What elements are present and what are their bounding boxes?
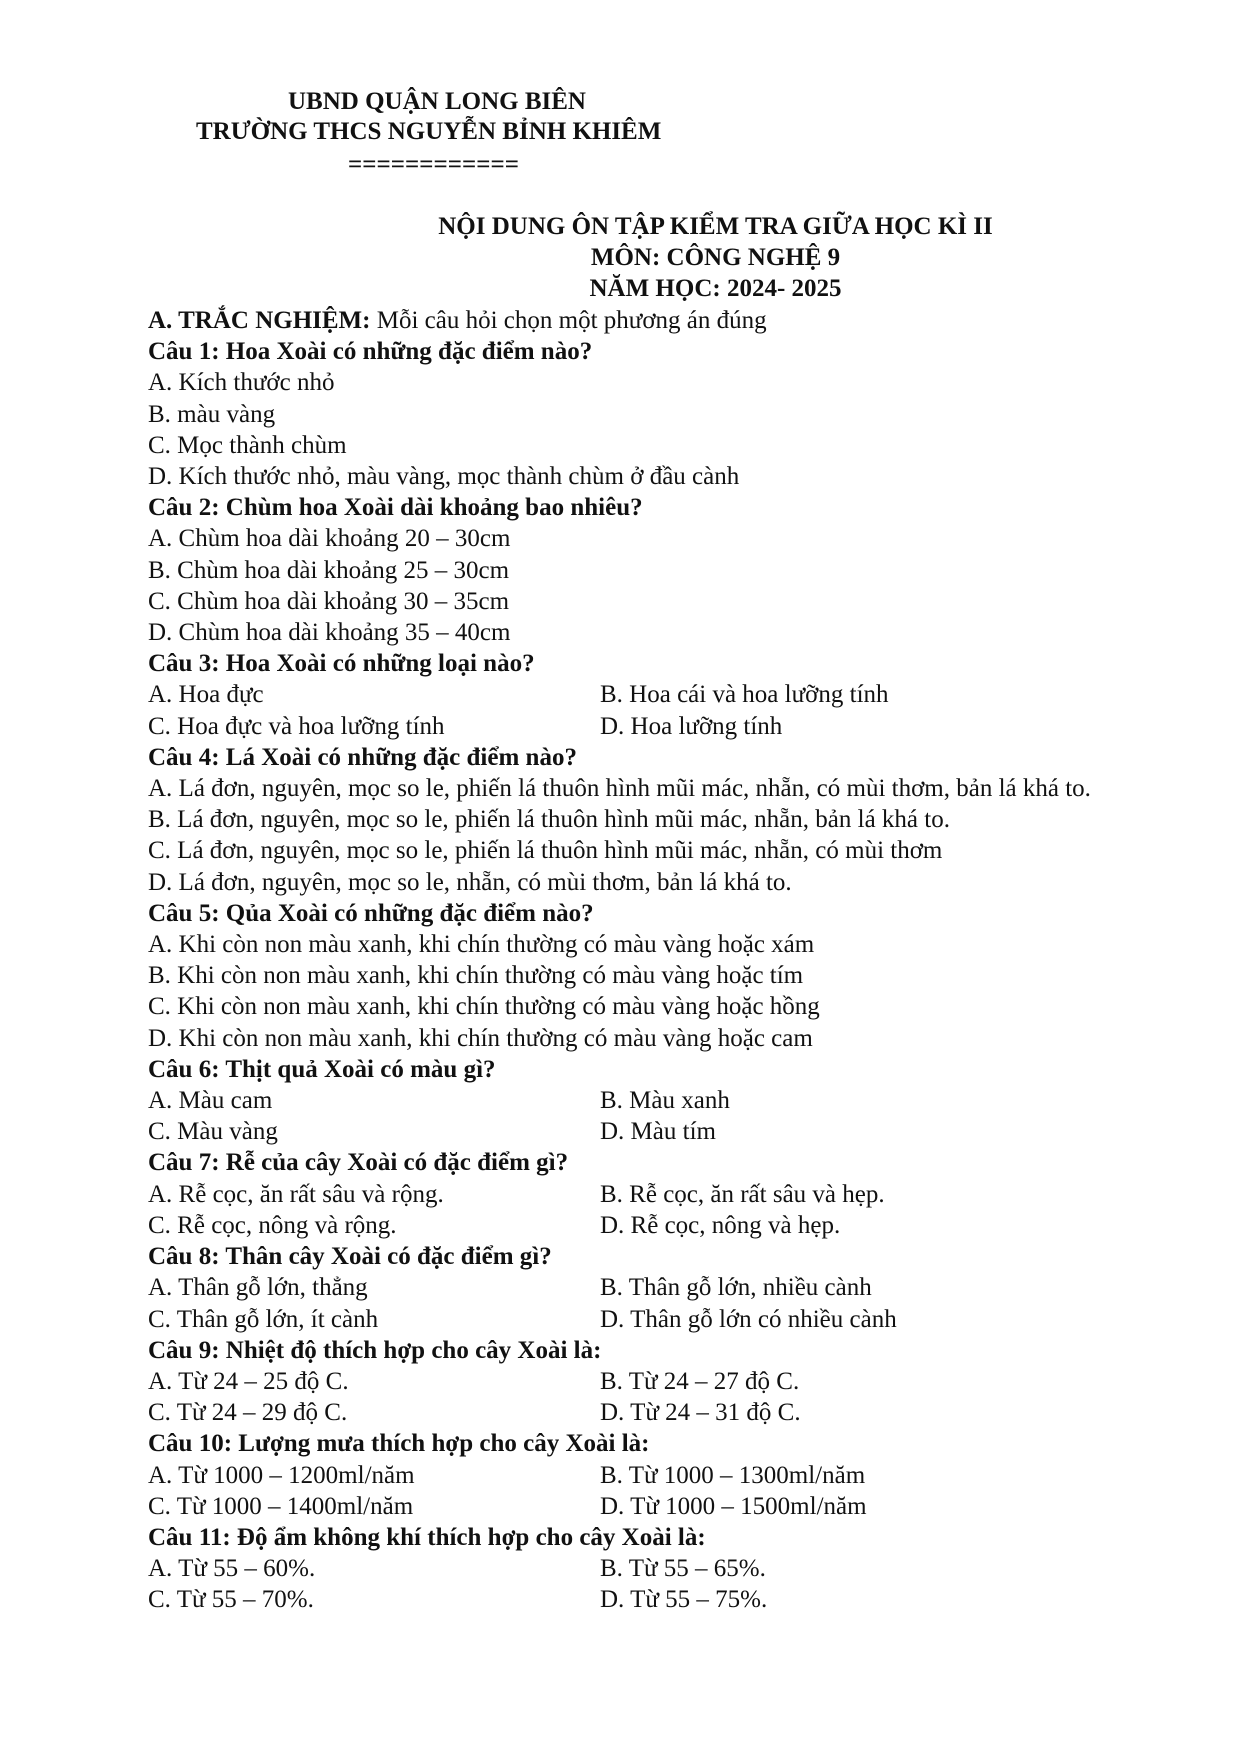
- option-5a: A. Khi còn non màu xanh, khi chín thường có màu vàng hoặc xám: [148, 931, 815, 959]
- options-row: [148, 679, 1138, 710]
- option-3d: D. Hoa lưỡng tính: [600, 712, 783, 740]
- school-year-title: NĂM HỌC: 2024- 2025: [589, 275, 842, 302]
- options-row: [148, 1491, 1138, 1522]
- question-7: Câu 7: Rễ của cây Xoài có đặc điểm gì?: [148, 1149, 569, 1177]
- option-9c: C. Từ 24 – 29 độ C.: [148, 1399, 348, 1427]
- option-6a: A. Màu cam: [148, 1087, 273, 1115]
- subject-title: MÔN: CÔNG NGHỆ 9: [590, 244, 841, 271]
- option-9d: D. Từ 24 – 31 độ C.: [600, 1399, 801, 1427]
- option-4b: B. Lá đơn, nguyên, mọc so le, phiến lá thuôn hình mũi mác, nhẵn, bản lá khá to.: [148, 806, 950, 834]
- option-4c: C. Lá đơn, nguyên, mọc so le, phiến lá thuôn hình mũi mác, nhẵn, có mùi thơm: [148, 837, 943, 865]
- school-header: TRƯỜNG THCS NGUYỄN BỈNH KHIÊM: [196, 118, 662, 145]
- exam-content: [148, 305, 1138, 1616]
- option-7c: C. Rễ cọc, nông và rộng.: [148, 1211, 397, 1239]
- question-8: Câu 8: Thân cây Xoài có đặc điểm gì?: [148, 1243, 552, 1271]
- question-6: Câu 6: Thịt quả Xoài có màu gì?: [148, 1055, 496, 1083]
- option-2c: C. Chùm hoa dài khoảng 30 – 35cm: [148, 587, 510, 615]
- question-5: Câu 5: Qủa Xoài có những đặc điểm nào?: [148, 899, 594, 927]
- option-9b: B. Từ 24 – 27 độ C.: [600, 1367, 800, 1395]
- option-8d: D. Thân gỗ lớn có nhiều cành: [600, 1305, 897, 1333]
- options-row: [148, 1085, 1138, 1116]
- option-6b: B. Màu xanh: [600, 1087, 730, 1115]
- option-11c: C. Từ 55 – 70%.: [148, 1586, 314, 1614]
- options-row: [148, 1179, 1138, 1210]
- question-4: Câu 4: Lá Xoài có những đặc điểm nào?: [148, 743, 577, 771]
- options-row: [148, 1366, 1138, 1397]
- option-11b: B. Từ 55 – 65%.: [600, 1555, 766, 1583]
- question-9: Câu 9: Nhiệt độ thích hợp cho cây Xoài là:: [148, 1336, 602, 1364]
- option-11a: A. Từ 55 – 60%.: [148, 1555, 316, 1583]
- option-5c: C. Khi còn non màu xanh, khi chín thường có màu vàng hoặc hồng: [148, 993, 820, 1021]
- option-2a: A. Chùm hoa dài khoảng 20 – 30cm: [148, 525, 511, 553]
- question-11: Câu 11: Độ ẩm không khí thích hợp cho cây Xoài là:: [148, 1523, 706, 1551]
- option-7a: A. Rễ cọc, ăn rất sâu và rộng.: [148, 1180, 444, 1208]
- options-row: [148, 1397, 1138, 1428]
- options-row: [148, 1460, 1138, 1491]
- option-7b: B. Rễ cọc, ăn rất sâu và hẹp.: [600, 1180, 885, 1208]
- options-row: [148, 1210, 1138, 1241]
- option-8c: C. Thân gỗ lớn, ít cành: [148, 1305, 379, 1333]
- option-10b: B. Từ 1000 – 1300ml/năm: [600, 1461, 866, 1489]
- option-10d: D. Từ 1000 – 1500ml/năm: [600, 1492, 867, 1520]
- header-divider: ============: [348, 151, 519, 178]
- options-row: [148, 1304, 1138, 1335]
- option-9a: A. Từ 24 – 25 độ C.: [148, 1367, 349, 1395]
- district-header: UBND QUẬN LONG BIÊN: [288, 88, 586, 115]
- option-5b: B. Khi còn non màu xanh, khi chín thường có màu vàng hoặc tím: [148, 962, 804, 990]
- option-10c: C. Từ 1000 – 1400ml/năm: [148, 1492, 414, 1520]
- option-5d: D. Khi còn non màu xanh, khi chín thường có màu vàng hoặc cam: [148, 1024, 813, 1052]
- option-1a: A. Kích thước nhỏ: [148, 369, 335, 397]
- question-2: Câu 2: Chùm hoa Xoài dài khoảng bao nhiêu?: [148, 494, 643, 522]
- option-8a: A. Thân gỗ lớn, thẳng: [148, 1274, 368, 1302]
- question-3: Câu 3: Hoa Xoài có những loại nào?: [148, 650, 535, 678]
- option-6c: C. Màu vàng: [148, 1118, 278, 1146]
- option-6d: D. Màu tím: [600, 1118, 716, 1146]
- document-title: NỘI DUNG ÔN TẬP KIỂM TRA GIỮA HỌC KÌ II: [438, 213, 993, 240]
- option-2b: B. Chùm hoa dài khoảng 25 – 30cm: [148, 556, 510, 584]
- option-8b: B. Thân gỗ lớn, nhiều cành: [600, 1274, 872, 1302]
- question-1: Câu 1: Hoa Xoài có những đặc điểm nào?: [148, 338, 593, 366]
- option-3b: B. Hoa cái và hoa lưỡng tính: [600, 681, 889, 709]
- section-a-label: A. TRẮC NGHIỆM:: [148, 307, 371, 334]
- options-row: [148, 1584, 1138, 1615]
- options-row: [148, 711, 1138, 742]
- options-row: [148, 1553, 1138, 1584]
- option-11d: D. Từ 55 – 75%.: [600, 1586, 768, 1614]
- option-1d: D. Kích thước nhỏ, màu vàng, mọc thành chùm ở đầu cành: [148, 463, 740, 491]
- option-4a: A. Lá đơn, nguyên, mọc so le, phiến lá thuôn hình mũi mác, nhẵn, có mùi thơm, bản lá khá to.: [148, 775, 1091, 803]
- option-2d: D. Chùm hoa dài khoảng 35 – 40cm: [148, 619, 511, 647]
- option-7d: D. Rễ cọc, nông và hẹp.: [600, 1211, 841, 1239]
- options-row: [148, 1272, 1138, 1303]
- section-a-instruction: Mỗi câu hỏi chọn một phương án đúng: [370, 307, 767, 334]
- section-a-heading: [148, 305, 1138, 336]
- options-row: [148, 1116, 1138, 1147]
- option-10a: A. Từ 1000 – 1200ml/năm: [148, 1461, 415, 1489]
- question-10: Câu 10: Lượng mưa thích hợp cho cây Xoài là:: [148, 1430, 650, 1458]
- option-1b: B. màu vàng: [148, 400, 276, 428]
- option-3a: A. Hoa đực: [148, 681, 264, 709]
- option-4d: D. Lá đơn, nguyên, mọc so le, nhẵn, có mùi thơm, bản lá khá to.: [148, 868, 792, 896]
- option-3c: C. Hoa đực và hoa lưỡng tính: [148, 712, 445, 740]
- option-1c: C. Mọc thành chùm: [148, 431, 347, 459]
